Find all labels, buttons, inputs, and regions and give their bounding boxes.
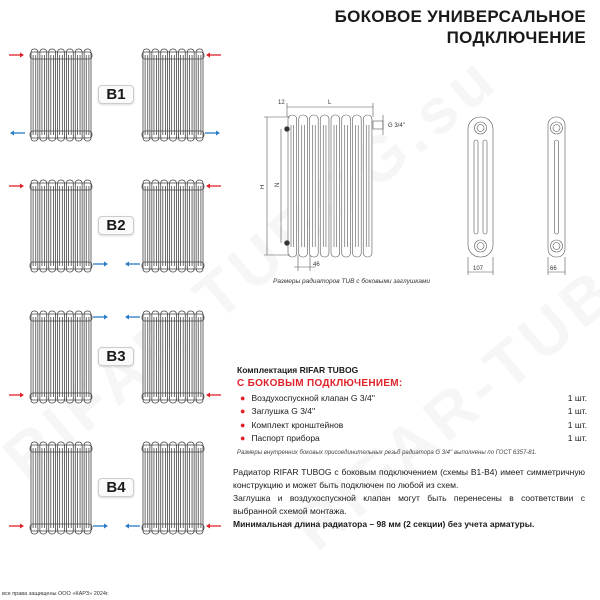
kit-heading: Комплектация RIFAR TUBOG (237, 365, 359, 375)
return-arrow-icon (93, 523, 109, 529)
supply-arrow-icon (9, 392, 25, 398)
supply-arrow-icon (205, 183, 221, 189)
item-qty: 1 шт. (567, 392, 587, 403)
dim-46: 46 (313, 262, 320, 268)
drawing-caption: Размеры радиаторов TUB с боковыми заглушками (273, 278, 431, 285)
dim-12: 12 (278, 100, 285, 106)
return-arrow-icon (205, 130, 221, 136)
item-name: Заглушка G 3/4'' (251, 406, 316, 417)
scheme-label: B4 (98, 478, 134, 497)
scheme-label: B2 (98, 216, 134, 235)
bullet-icon: ● (240, 433, 246, 444)
title-line-1: БОКОВОЕ УНИВЕРСАЛЬНОЕ (334, 7, 586, 26)
description-p2: Заглушка и воздухоспускной клапан могут быть перенесены в соответствии с выбранной схемой монтажа. (233, 493, 585, 516)
radiator-icon (140, 440, 206, 541)
bullet-icon: ● (240, 392, 246, 403)
radiator-icon (28, 47, 94, 148)
list-item (237, 405, 587, 419)
supply-arrow-icon (205, 52, 221, 58)
radiator-icon (28, 440, 94, 541)
page-title (335, 6, 586, 48)
radiator-icon (28, 178, 94, 279)
item-qty: 1 шт. (567, 433, 587, 444)
item-name: Воздухоспускной клапан G 3/4'' (251, 392, 375, 403)
list-item (237, 432, 587, 446)
radiator-icon (140, 178, 206, 279)
return-arrow-icon (93, 314, 109, 320)
side-view-wide (468, 117, 493, 275)
supply-arrow-icon (205, 392, 221, 398)
bullet-icon: ● (240, 419, 246, 430)
return-arrow-icon (124, 261, 140, 267)
dim-N: N (275, 182, 281, 187)
list-item (237, 418, 587, 432)
return-arrow-icon (124, 314, 140, 320)
kit-section (237, 365, 587, 456)
dimension-drawing (260, 95, 590, 280)
thread-size: G 3/4'' (388, 123, 405, 129)
radiator-icon (140, 47, 206, 148)
bullet-icon: ● (240, 406, 246, 417)
side-view-narrow (548, 117, 565, 275)
supply-arrow-icon (205, 523, 221, 529)
supply-arrow-icon (9, 183, 25, 189)
dim-66: 66 (550, 266, 557, 272)
return-arrow-icon (9, 130, 25, 136)
description (233, 466, 585, 531)
item-qty: 1 шт. (567, 406, 587, 417)
radiator-icon (28, 309, 94, 410)
copyright: все права защищены ООО «КАРЗ» 2024г. (2, 591, 109, 597)
title-line-2: ПОДКЛЮЧЕНИЕ (446, 28, 586, 47)
item-name: Комплект кронштейнов (251, 419, 344, 430)
item-name: Паспорт прибора (251, 433, 320, 444)
return-arrow-icon (93, 261, 109, 267)
kit-list (237, 391, 587, 445)
scheme-label: B3 (98, 347, 134, 366)
list-item (237, 391, 587, 405)
supply-arrow-icon (9, 52, 25, 58)
description-min-length: Минимальная длина радиатора – 98 мм (2 секции) без учета арматуры. (233, 519, 535, 529)
item-qty: 1 шт. (567, 419, 587, 430)
dim-L: L (328, 100, 332, 106)
description-p1: Радиатор RIFAR TUBOG с боковым подключением (схемы В1-В4) имеет симметричную конструкцию и может быть подключен по любой из схем. (233, 467, 585, 490)
dim-H: H (260, 184, 266, 189)
supply-arrow-icon (9, 523, 25, 529)
front-view (285, 115, 372, 257)
dim-107: 107 (473, 266, 484, 272)
kit-subheading: С БОКОВЫМ ПОДКЛЮЧЕНИЕМ: (237, 378, 403, 389)
scheme-label: B1 (98, 85, 134, 104)
return-arrow-icon (124, 523, 140, 529)
thread-note: Размеры внутренних боковых присоединительных резьб радиатора G 3/4'' выполнены по ГОСТ 6357-81. (237, 450, 537, 456)
radiator-icon (140, 309, 206, 410)
